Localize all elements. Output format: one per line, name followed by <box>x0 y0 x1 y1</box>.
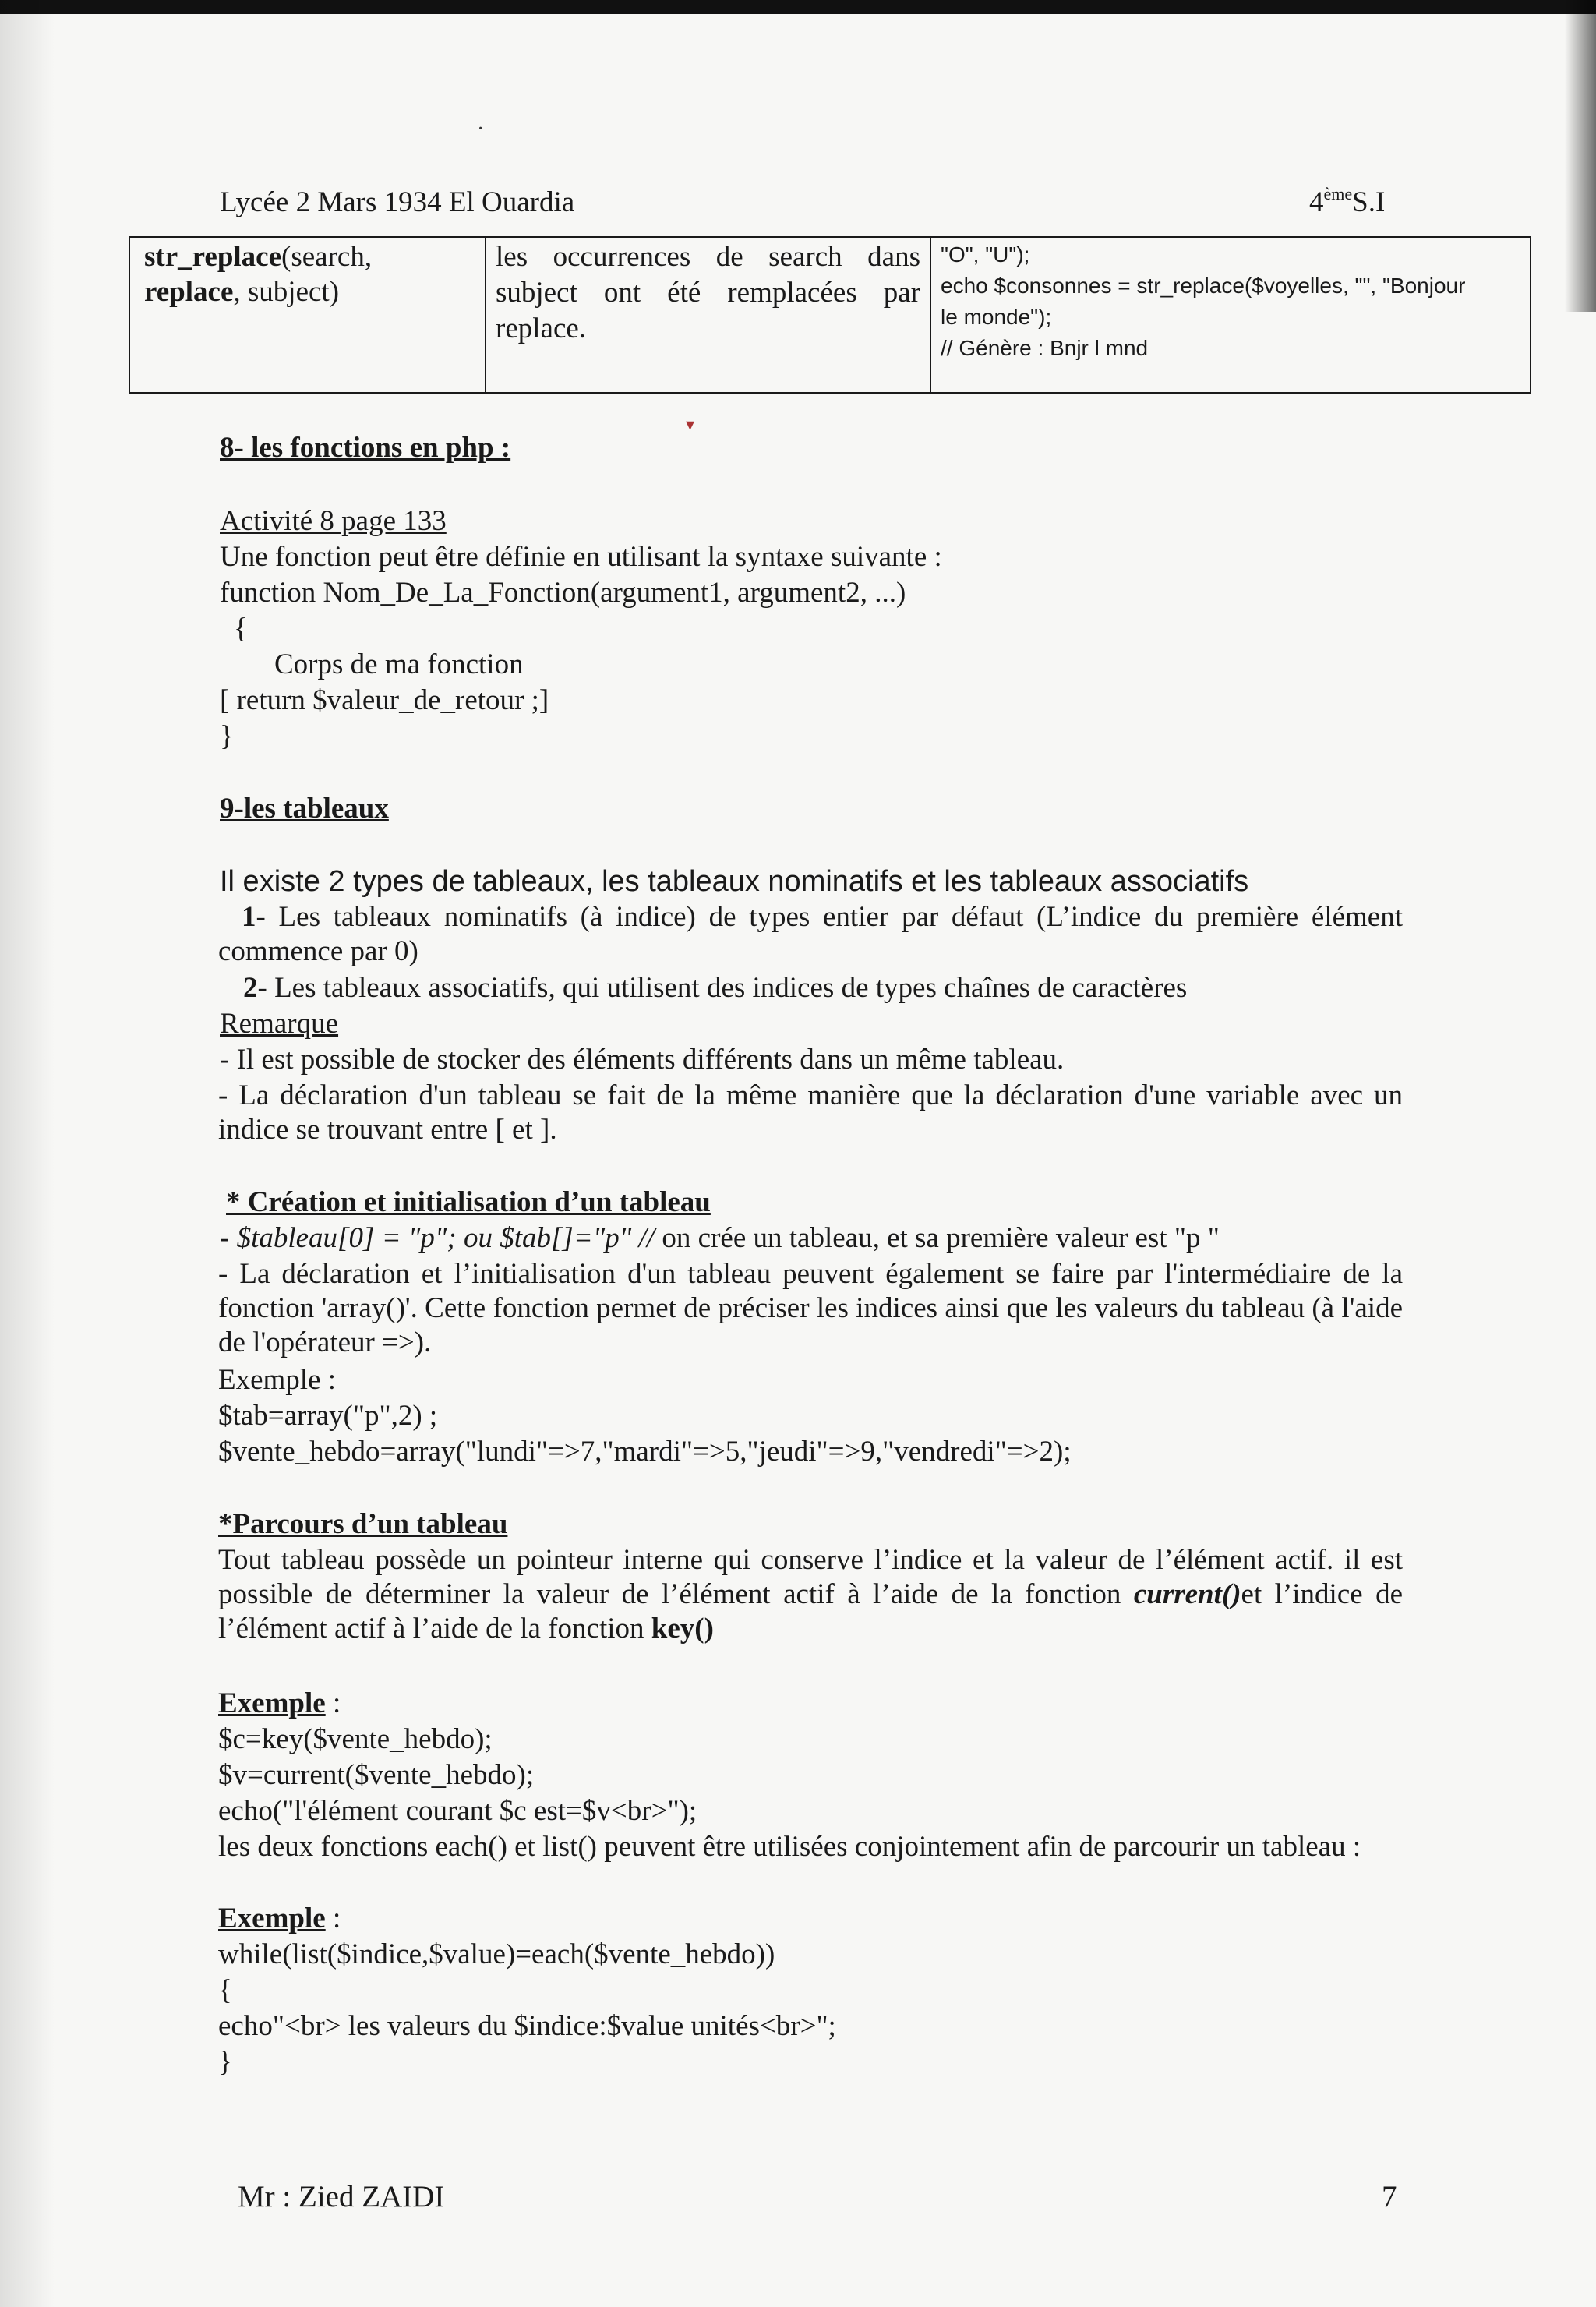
example-label: Exemple : <box>218 1687 341 1719</box>
function-return: [ return $valeur_de_retour ;] <box>220 684 549 716</box>
list-item-1: 1- Les tableaux nominatifs (à indice) de types entier par défaut (L’indice du première élément commence par 0) <box>218 901 1404 967</box>
remark-1: - Il est possible de stocker des éléments différents dans un même tableau. <box>220 1044 1065 1076</box>
open-brace: { <box>234 613 248 645</box>
code-line: $v=current($vente_hebdo); <box>218 1759 535 1791</box>
section-9-title: 9-les tableaux <box>220 793 389 825</box>
code-line: while(list($indice,$value)=each($vente_hebdo)) <box>218 1938 775 1970</box>
parcours-note: les deux fonctions each() et list() peuvent être utilisées conjointement afin de parcourir un tableau : <box>218 1831 1361 1863</box>
school-name: Lycée 2 Mars 1934 El Ouardia <box>220 186 575 218</box>
code-line: $c=key($vente_hebdo); <box>218 1723 493 1755</box>
scan-left-shadow <box>0 0 55 2307</box>
parcours-title: *Parcours d’un tableau <box>218 1508 508 1540</box>
code-line: echo("l'élément courant $c est=$v<br>"); <box>218 1795 697 1827</box>
arrays-intro: Il existe 2 types de tableaux, les tableaux nominatifs et les tableaux associatifs <box>220 865 1249 898</box>
function-syntax: function Nom_De_La_Fonction(argument1, argument2, ...) <box>220 577 906 609</box>
page-number: 7 <box>1382 2180 1397 2213</box>
function-body: Corps de ma fonction <box>274 648 524 680</box>
creation-paragraph: - La déclaration et l’initialisation d'un tableau peuvent également se faire par l'intermédiaire de la fonction 'array()'. Cette fonction permet de préciser les indices ainsi que les valeurs du tableau (à l'aide de l'opérateur =>). <box>218 1258 1403 1358</box>
function-example-cell: "O", "U"); echo $consonnes = str_replace($voyelles, "", "Bonjour le monde"); // Génère : Bnjr l mnd <box>930 237 1531 393</box>
example-label: Exemple : <box>218 1364 337 1396</box>
list-item-2: 2- Les tableaux associatifs, qui utilisent des indices de types chaînes de caractères <box>243 972 1188 1004</box>
class-label: 4èmeS.I <box>1309 184 1386 218</box>
speck: · <box>477 117 485 141</box>
speck: ▾ <box>686 415 695 434</box>
code-line: $tab=array("p",2) ; <box>218 1400 438 1432</box>
creation-title: * Création et initialisation d’un tableau <box>226 1186 711 1218</box>
remark-2: - La déclaration d'un tableau se fait de la même manière que la déclaration d'une variable avec un indice se trouvant entre [ et ]. <box>218 1079 1403 1146</box>
function-table <box>129 236 1531 394</box>
function-name-cell: str_replace(search, replace, subject) <box>129 237 486 393</box>
function-description-cell: les occurrences de search dans subject ont été remplacées par replace. <box>486 237 930 393</box>
creation-line-1: - $tableau[0] = "p"; ou $tab[]="p" // on crée un tableau, et sa première valeur est "p " <box>220 1222 1220 1254</box>
table-row <box>129 237 1531 393</box>
code-line: { <box>218 1974 232 2006</box>
parcours-paragraph: Tout tableau possède un pointeur interne qui conserve l’indice et la valeur de l’élément actif. il est possible de déterminer la valeur de l’élément actif à l’aide de la fonction current()et l’indice de l’élément actif à l’aide de la fonction key() <box>218 1544 1403 1645</box>
scan-top-edge <box>0 0 1596 14</box>
activity-reference: Activité 8 page 133 <box>220 505 447 537</box>
section-8-title: 8- les fonctions en php : <box>220 432 511 464</box>
code-line: } <box>218 2046 232 2078</box>
close-brace: } <box>220 720 234 752</box>
code-line: echo"<br> les valeurs du $indice:$value unités<br>"; <box>218 2010 836 2042</box>
scan-right-shadow <box>1565 0 1596 312</box>
function-intro: Une fonction peut être définie en utilisant la syntaxe suivante : <box>220 541 942 573</box>
code-line: $vente_hebdo=array("lundi"=>7,"mardi"=>5,"jeudi"=>9,"vendredi"=>2); <box>218 1436 1072 1468</box>
author: Mr : Zied ZAIDI <box>238 2180 445 2213</box>
example-label: Exemple : <box>218 1902 341 1934</box>
remark-title: Remarque <box>220 1008 339 1040</box>
